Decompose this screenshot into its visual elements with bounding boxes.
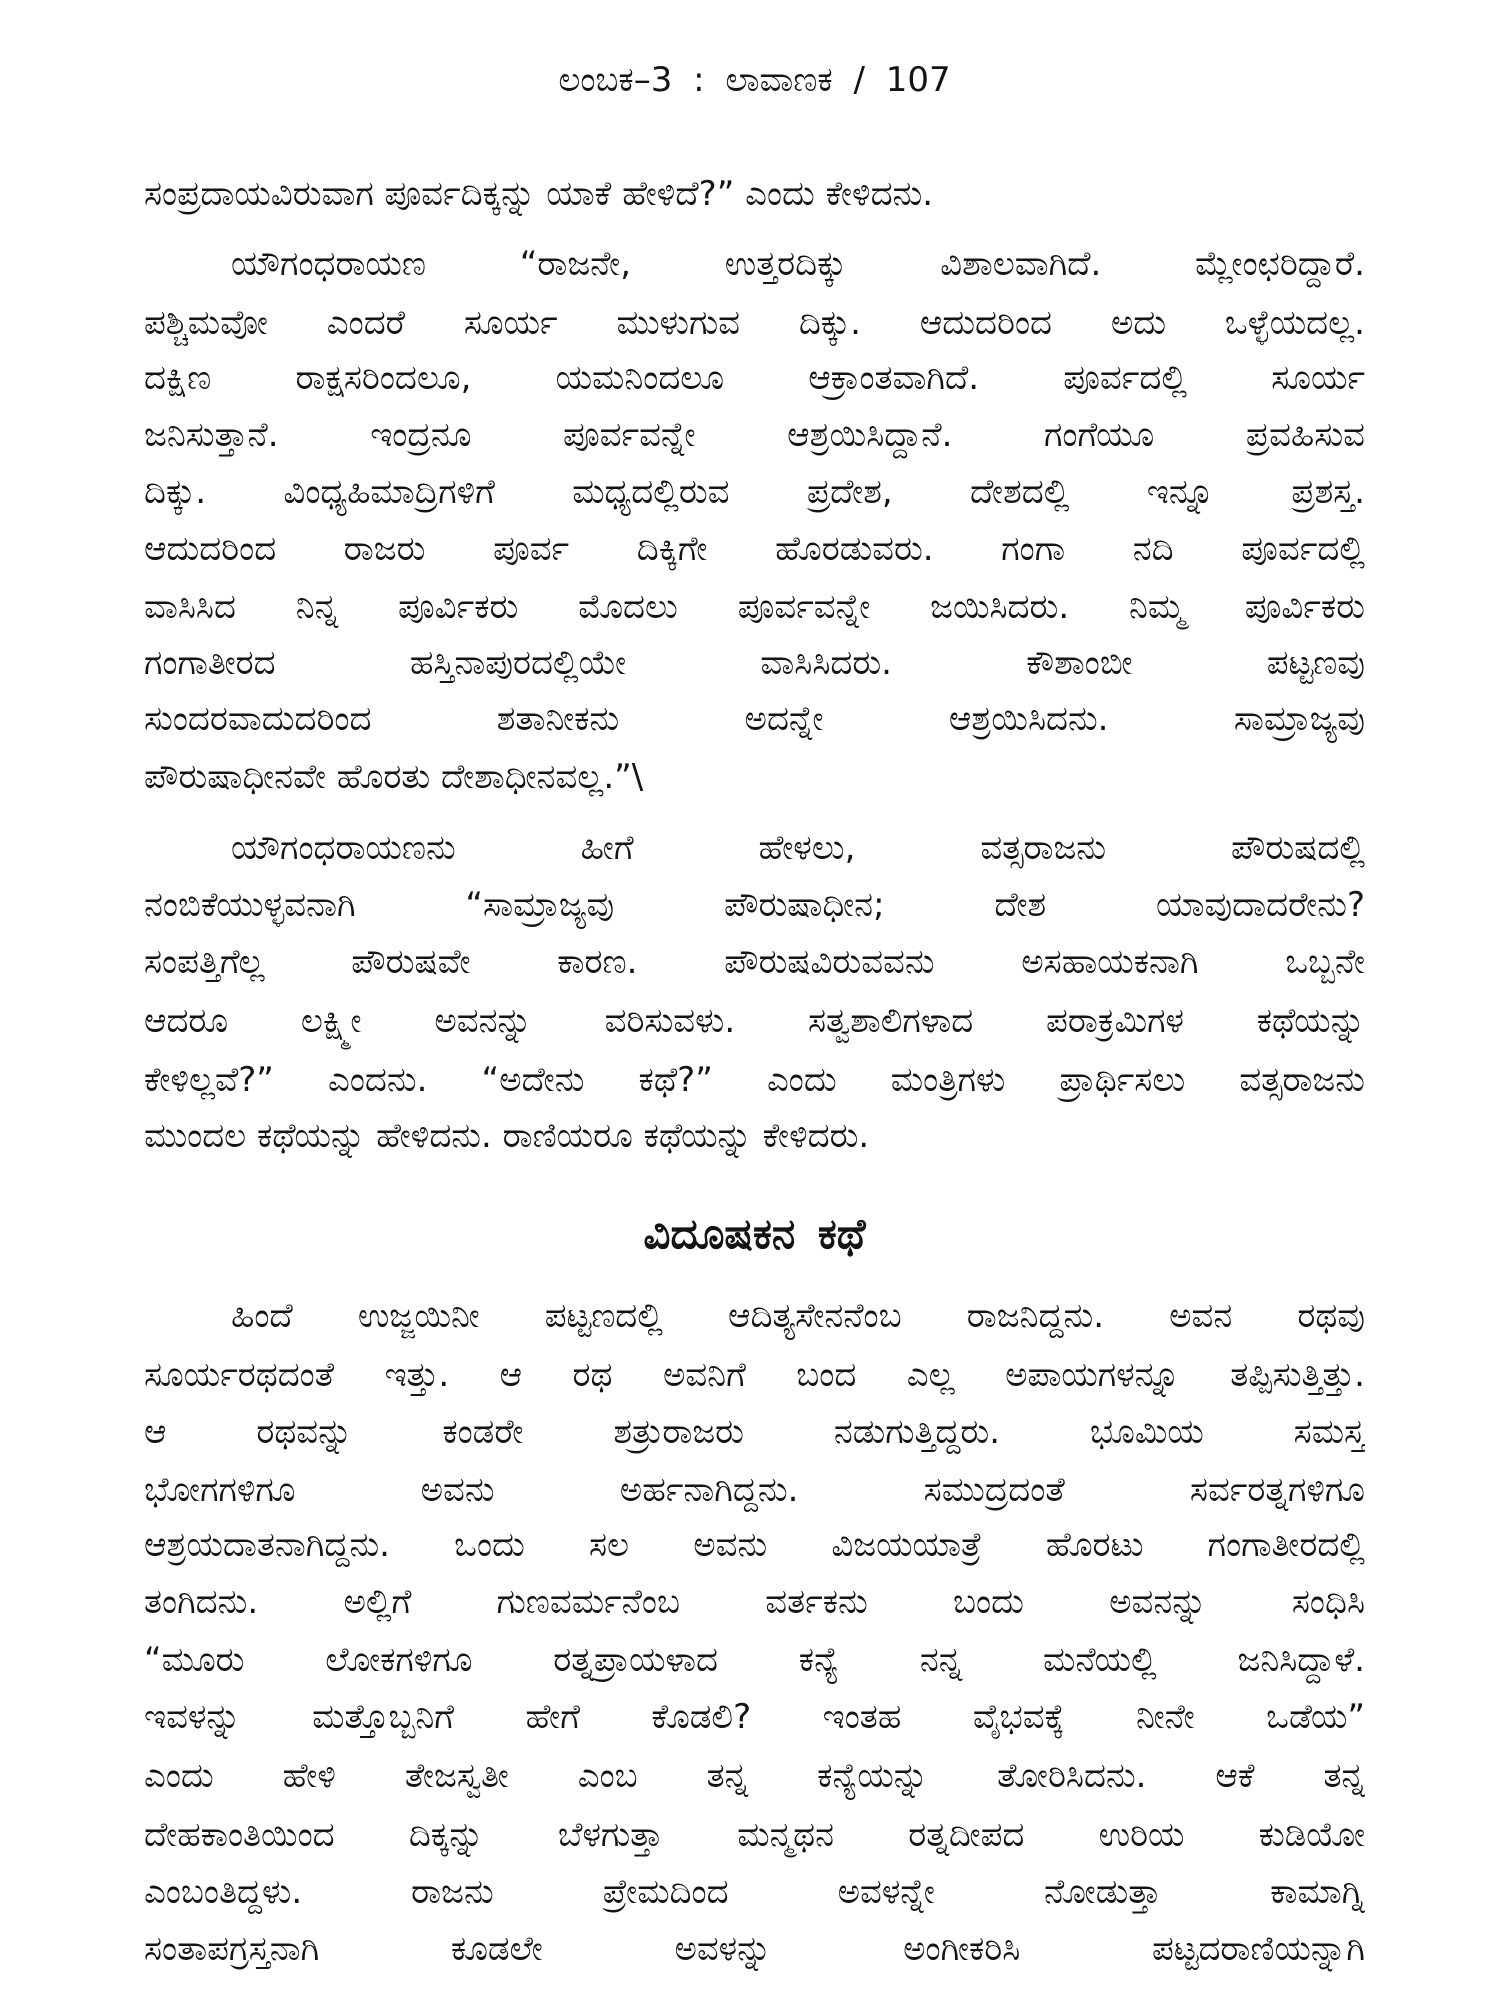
- text-line: ಯೌಗಂಧರಾಯಣ “ರಾಜನೇ, ಉತ್ತರದಿಕ್ಕು ವಿಶಾಲವಾಗಿದೆ. ಮ್ಲೇಂಛರಿದ್ದಾರೆ.: [231, 244, 1365, 284]
- text-line: ಸಂಪತ್ತಿಗೆಲ್ಲ ಪೌರುಷವೇ ಕಾರಣ. ಪೌರುಷವಿರುವವನು ಅಸಹಾಯಕನಾಗಿ ಒಬ್ಬನೇ: [144, 942, 1365, 982]
- text-line: ಮುಂದಲ ಕಥೆಯನ್ನು ಹೇಳಿದನು. ರಾಣಿಯರೂ ಕಥೆಯನ್ನು ಕೇಳಿದರು.: [144, 1116, 870, 1156]
- text-line: ಗಂಗಾತೀರದ ಹಸ್ತಿನಾಪುರದಲ್ಲಿಯೇ ವಾಸಿಸಿದರು. ಕೌಶಾಂಬೀ ಪಟ್ಟಣವು: [144, 643, 1365, 683]
- text-line: ನಂಬಿಕೆಯುಳ್ಳವನಾಗಿ “ಸಾಮ್ರಾಜ್ಯವು ಪೌರುಷಾಧೀನ; ದೇಶ ಯಾವುದಾದರೇನು?: [144, 885, 1365, 925]
- text-line: ಪೌರುಷಾಧೀನವೇ ಹೊರತು ದೇಶಾಧೀನವಲ್ಲ.”\: [144, 757, 644, 797]
- text-line: “ಮೂರು ಲೋಕಗಳಿಗೂ ರತ್ನಪ್ರಾಯಳಾದ ಕನ್ಯೆ ನನ್ನ ಮನೆಯಲ್ಲಿ ಜನಿಸಿದ್ದಾಳೆ.: [144, 1640, 1365, 1680]
- section-heading: ವಿದೂಷಕನ ಕಥೆ: [643, 1209, 866, 1258]
- text-line: ದೇಹಕಾಂತಿಯಿಂದ ದಿಕ್ಕನ್ನು ಬೆಳಗುತ್ತಾ ಮನ್ಮಥನ ರತ್ನದೀಪದ ಉರಿಯ ಕುಡಿಯೋ: [144, 1815, 1365, 1855]
- text-line: ಆ ರಥವನ್ನು ಕಂಡರೇ ಶತ್ರುರಾಜರು ನಡುಗುತ್ತಿದ್ದರು. ಭೂಮಿಯ ಸಮಸ್ತ: [144, 1412, 1365, 1452]
- text-line: ಇವಳನ್ನು ಮತ್ತೊಬ್ಬನಿಗೆ ಹೇಗೆ ಕೊಡಲಿ? ಇಂತಹ ವೈಭವಕ್ಕೆ ನೀನೇ ಒಡೆಯ”: [144, 1697, 1365, 1737]
- text-line: ಪಶ್ಚಿಮವೋ ಎಂದರೆ ಸೂರ್ಯ ಮುಳುಗುವ ದಿಕ್ಕು. ಆದುದರಿಂದ ಅದು ಒಳ್ಳೆಯದಲ್ಲ.: [144, 303, 1365, 343]
- text-line: ಎಂದು ಹೇಳಿ ತೇಜಸ್ವತೀ ಎಂಬ ತನ್ನ ಕನ್ಯೆಯನ್ನು ತೋರಿಸಿದನು. ಆಕೆ ತನ್ನ: [144, 1756, 1365, 1796]
- text-line: ಆದುದರಿಂದ ರಾಜರು ಪೂರ್ವ ದಿಕ್ಕಿಗೇ ಹೊರಡುವರು. ಗಂಗಾ ನದಿ ಪೂರ್ವದಲ್ಲಿ: [144, 529, 1365, 569]
- text-line: ವಾಸಿಸಿದ ನಿನ್ನ ಪೂರ್ವಿಕರು ಮೊದಲು ಪೂರ್ವವನ್ನೇ ಜಯಿಸಿದರು. ನಿಮ್ಮ ಪೂರ್ವಿಕರು: [144, 587, 1365, 627]
- text-line: ದಕ್ಷಿಣ ರಾಕ್ಷಸರಿಂದಲೂ, ಯಮನಿಂದಲೂ ಆಕ್ರಾಂತವಾಗಿದೆ. ಪೂರ್ವದಲ್ಲಿ ಸೂರ್ಯ: [144, 358, 1365, 398]
- text-line: ಸುಂದರವಾದುದರಿಂದ ಶತಾನೀಕನು ಅದನ್ನೇ ಆಶ್ರಯಿಸಿದನು. ಸಾಮ್ರಾಜ್ಯವು: [144, 699, 1365, 739]
- text-line: ಸಂತಾಪಗ್ರಸ್ತನಾಗಿ ಕೂಡಲೇ ಅವಳನ್ನು ಅಂಗೀಕರಿಸಿ ಪಟ್ಟದರಾಣಿಯನ್ನಾಗಿ: [144, 1929, 1365, 1969]
- text-line: ಕೇಳಿಲ್ಲವೆ?” ಎಂದನು. “ಅದೇನು ಕಥೆ?” ಎಂದು ಮಂತ್ರಿಗಳು ಪ್ರಾರ್ಥಿಸಲು ವತ್ಸರಾಜನು: [144, 1060, 1365, 1100]
- text-line: ಆಶ್ರಯದಾತನಾಗಿದ್ದನು. ಒಂದು ಸಲ ಅವನು ವಿಜಯಯಾತ್ರೆ ಹೊರಟು ಗಂಗಾತೀರದಲ್ಲಿ: [144, 1525, 1365, 1565]
- text-line: ಆದರೂ ಲಕ್ಷ್ಮೀ ಅವನನ್ನು ವರಿಸುವಳು. ಸತ್ವಶಾಲಿಗಳಾದ ಪರಾಕ್ರಮಿಗಳ ಕಥೆಯನ್ನು: [144, 1001, 1365, 1041]
- text-line: ಭೋಗಗಳಿಗೂ ಅವನು ಅರ್ಹನಾಗಿದ್ದನು. ಸಮುದ್ರದಂತೆ ಸರ್ವರತ್ನಗಳಿಗೂ: [144, 1470, 1365, 1510]
- text-line: ದಿಕ್ಕು. ವಿಂಧ್ಯಹಿಮಾದ್ರಿಗಳಿಗೆ ಮಧ್ಯದಲ್ಲಿರುವ ಪ್ರದೇಶ, ದೇಶದಲ್ಲಿ ಇನ್ನೂ ಪ್ರಶಸ್ತ.: [144, 472, 1365, 512]
- text-line: ಯೌಗಂಧರಾಯಣನು ಹೀಗೆ ಹೇಳಲು, ವತ್ಸರಾಜನು ಪೌರುಷದಲ್ಲಿ: [231, 828, 1365, 868]
- running-header: ಲಂಬಕ–3 : ಲಾವಾಣಕ / 107: [558, 60, 951, 100]
- text-line: ಸೂರ್ಯರಥದಂತೆ ಇತ್ತು. ಆ ರಥ ಅವನಿಗೆ ಬಂದ ಎಲ್ಲ ಅಪಾಯಗಳನ್ನೂ ತಪ್ಪಿಸುತ್ತಿತ್ತು.: [144, 1355, 1365, 1395]
- text-line: ಎಂಬಂತಿದ್ದಳು. ರಾಜನು ಪ್ರೇಮದಿಂದ ಅವಳನ್ನೇ ನೋಡುತ್ತಾ ಕಾಮಾಗ್ನಿ: [144, 1872, 1365, 1912]
- text-line: ತಂಗಿದನು. ಅಲ್ಲಿಗೆ ಗುಣವರ್ಮನೆಂಬ ವರ್ತಕನು ಬಂದು ಅವನನ್ನು ಸಂಧಿಸಿ: [144, 1582, 1365, 1622]
- text-line: ಜನಿಸುತ್ತಾನೆ. ಇಂದ್ರನೂ ಪೂರ್ವವನ್ನೇ ಆಶ್ರಯಿಸಿದ್ದಾನೆ. ಗಂಗೆಯೂ ಪ್ರವಹಿಸುವ: [144, 415, 1365, 455]
- text-line: ಸಂಪ್ರದಾಯವಿರುವಾಗ ಪೂರ್ವದಿಕ್ಕನ್ನು ಯಾಕೆ ಹೇಳಿದೆ?” ಎಂದು ಕೇಳಿದನು.: [144, 174, 934, 214]
- text-line: ಹಿಂದೆ ಉಜ್ಜಯಿನೀ ಪಟ್ಟಣದಲ್ಲಿ ಆದಿತ್ಯಸೇನನೆಂಬ ರಾಜನಿದ್ದನು. ಅವನ ರಥವು: [231, 1296, 1365, 1336]
